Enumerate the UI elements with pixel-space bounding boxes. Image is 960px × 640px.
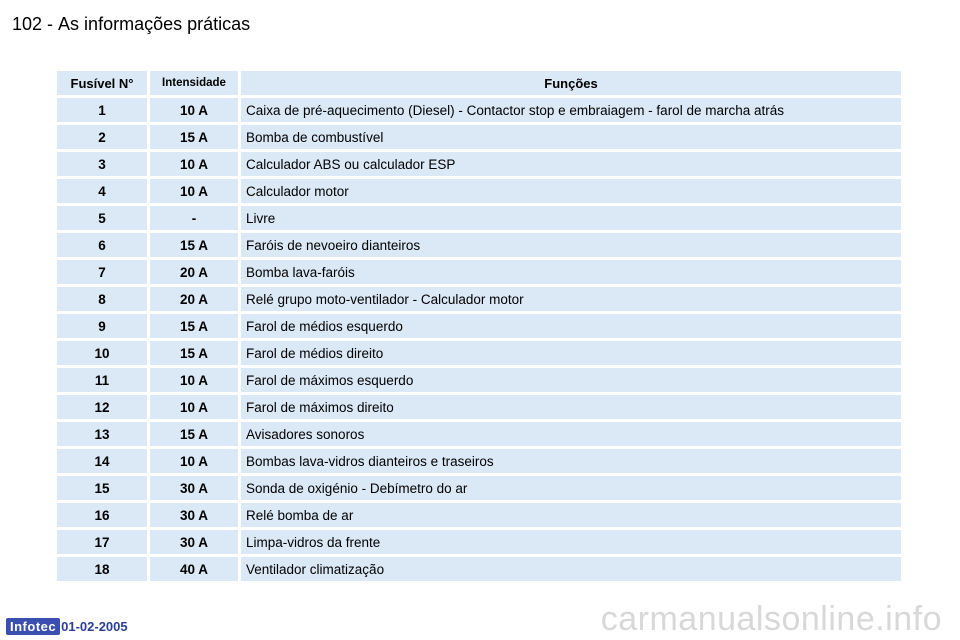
intensity-cell: 15 A xyxy=(150,314,238,338)
intensity-cell: 10 A xyxy=(150,368,238,392)
table-row xyxy=(57,395,901,419)
function-cell: Limpa-vidros da frente xyxy=(241,530,901,554)
header-separator: - xyxy=(47,14,54,34)
function-cell: Bomba de combustível xyxy=(241,125,901,149)
table-row xyxy=(57,557,901,581)
function-cell: Bombas lava-vidros dianteiros e traseiros xyxy=(241,449,901,473)
function-cell: Farol de máximos direito xyxy=(241,395,901,419)
fuse-number-cell: 6 xyxy=(57,233,147,257)
table-row xyxy=(57,206,901,230)
fuse-number-cell: 10 xyxy=(57,341,147,365)
fuse-number-cell: 7 xyxy=(57,260,147,284)
footer-date: 01-02-2005 xyxy=(61,619,128,634)
function-cell: Farol de máximos esquerdo xyxy=(241,368,901,392)
header-fuse-number: Fusível N° xyxy=(57,71,147,95)
table-header-row xyxy=(57,71,901,95)
function-cell: Ventilador climatização xyxy=(241,557,901,581)
function-cell: Farol de médios esquerdo xyxy=(241,314,901,338)
intensity-cell: 10 A xyxy=(150,152,238,176)
table-row xyxy=(57,503,901,527)
table-row xyxy=(57,341,901,365)
watermark: carmanualsonline.info xyxy=(600,600,942,638)
function-cell: Bomba lava-faróis xyxy=(241,260,901,284)
function-cell: Calculador ABS ou calculador ESP xyxy=(241,152,901,176)
fuse-number-cell: 15 xyxy=(57,476,147,500)
function-cell: Farol de médios direito xyxy=(241,341,901,365)
fuse-number-cell: 14 xyxy=(57,449,147,473)
function-cell: Caixa de pré-aquecimento (Diesel) - Contactor stop e embraiagem - farol de marcha atrás xyxy=(241,98,901,122)
fuse-table-body xyxy=(57,98,901,581)
table-row xyxy=(57,233,901,257)
fuse-table xyxy=(54,68,904,584)
function-cell: Relé bomba de ar xyxy=(241,503,901,527)
intensity-cell: 30 A xyxy=(150,530,238,554)
function-cell: Relé grupo moto-ventilador - Calculador motor xyxy=(241,287,901,311)
fuse-number-cell: 5 xyxy=(57,206,147,230)
intensity-cell: 20 A xyxy=(150,287,238,311)
intensity-cell: 15 A xyxy=(150,422,238,446)
intensity-cell: 10 A xyxy=(150,449,238,473)
function-cell: Livre xyxy=(241,206,901,230)
function-cell: Faróis de nevoeiro dianteiros xyxy=(241,233,901,257)
footer-logo xyxy=(6,618,128,635)
table-row xyxy=(57,530,901,554)
header-functions: Funções xyxy=(241,71,901,95)
fuse-number-cell: 8 xyxy=(57,287,147,311)
intensity-cell: 10 A xyxy=(150,179,238,203)
intensity-cell: 10 A xyxy=(150,98,238,122)
table-row xyxy=(57,368,901,392)
intensity-cell: 30 A xyxy=(150,503,238,527)
table-row xyxy=(57,98,901,122)
fuse-number-cell: 4 xyxy=(57,179,147,203)
table-row xyxy=(57,476,901,500)
table-row xyxy=(57,287,901,311)
fuse-number-cell: 11 xyxy=(57,368,147,392)
intensity-cell: 15 A xyxy=(150,341,238,365)
intensity-cell: 20 A xyxy=(150,260,238,284)
header-intensity: Intensidade xyxy=(150,71,238,95)
table-row xyxy=(57,422,901,446)
page-header xyxy=(12,14,250,35)
fuse-number-cell: 2 xyxy=(57,125,147,149)
fuse-number-cell: 3 xyxy=(57,152,147,176)
table-row xyxy=(57,179,901,203)
intensity-cell: 10 A xyxy=(150,395,238,419)
intensity-cell: - xyxy=(150,206,238,230)
function-cell: Avisadores sonoros xyxy=(241,422,901,446)
table-row xyxy=(57,260,901,284)
function-cell: Calculador motor xyxy=(241,179,901,203)
page-title: As informações práticas xyxy=(58,14,251,34)
fuse-number-cell: 1 xyxy=(57,98,147,122)
fuse-number-cell: 12 xyxy=(57,395,147,419)
fuse-number-cell: 16 xyxy=(57,503,147,527)
intensity-cell: 15 A xyxy=(150,233,238,257)
table-row xyxy=(57,449,901,473)
table-row xyxy=(57,152,901,176)
intensity-cell: 15 A xyxy=(150,125,238,149)
fuse-number-cell: 9 xyxy=(57,314,147,338)
intensity-cell: 30 A xyxy=(150,476,238,500)
function-cell: Sonda de oxigénio - Debímetro do ar xyxy=(241,476,901,500)
table-row xyxy=(57,314,901,338)
fuse-number-cell: 17 xyxy=(57,530,147,554)
intensity-cell: 40 A xyxy=(150,557,238,581)
fuse-number-cell: 18 xyxy=(57,557,147,581)
page-number: 102 xyxy=(12,14,43,34)
infotec-logo: Infotec xyxy=(6,618,60,635)
table-row xyxy=(57,125,901,149)
fuse-number-cell: 13 xyxy=(57,422,147,446)
